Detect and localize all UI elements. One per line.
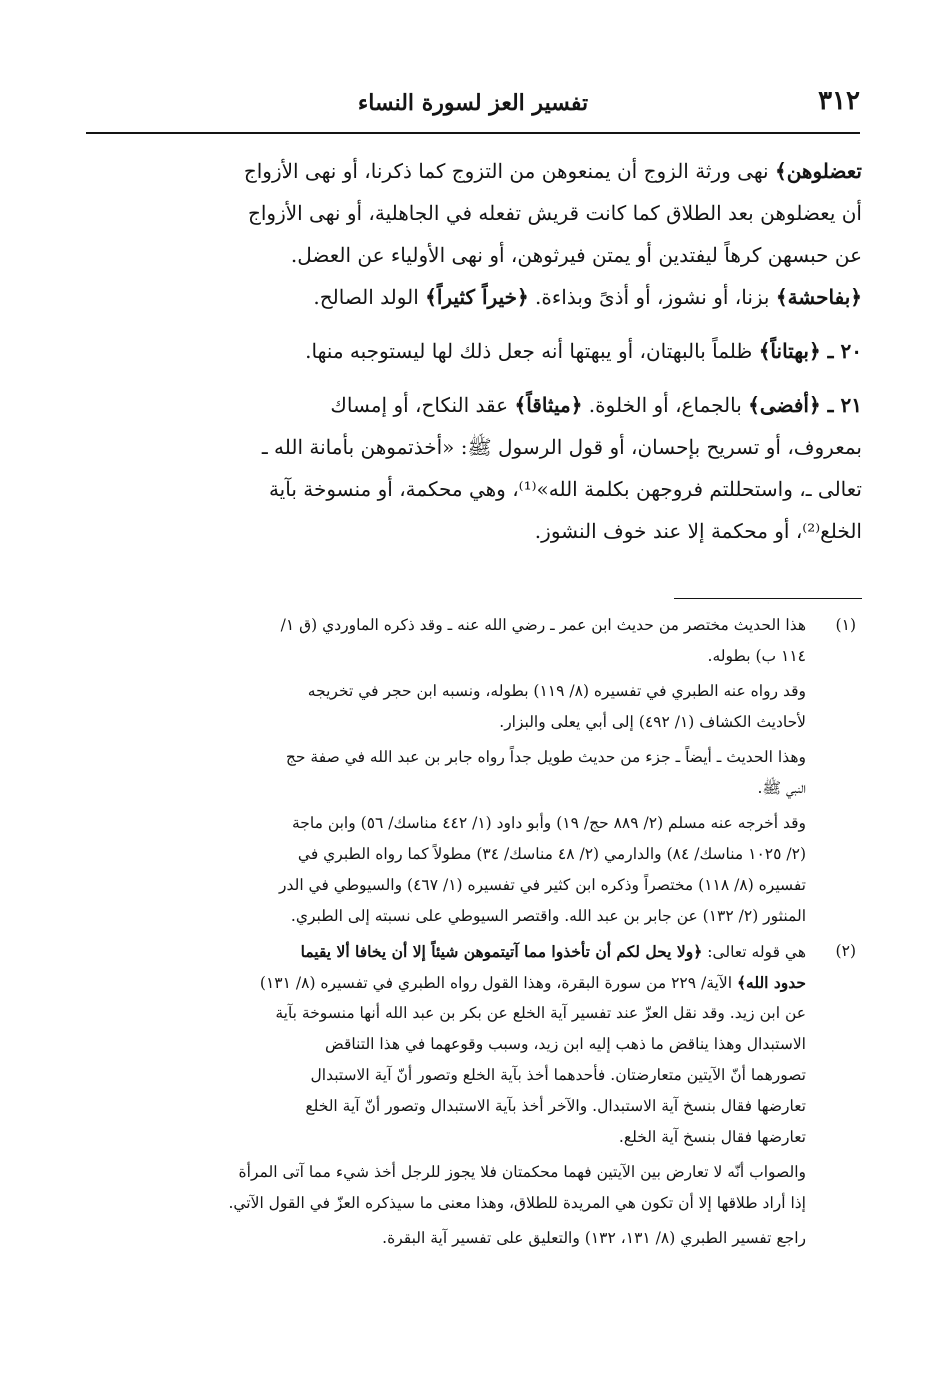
text-line: بمعروف، أو تسريح بإحسان، أو قول الرسول ﷺ: «أخذتموهن بأمانة الله ـ [261,435,862,459]
text-line: الخلع⁽²⁾، أو محكمة إلا عند خوف النشوز. [534,519,862,543]
footnote-line: الاستبدال وهذا يناقض ما ذهب إليه ابن زيد، وسبب وقوعهما في هذا التناقض [324,1035,806,1053]
text-line: عن حبسهن كرهاً ليفتدين أو يمتن فيرثوهن، أو نهى الأولياء عن العضل. [290,243,862,267]
main-text [86,150,862,552]
quranic-term: تعضلوهن﴾ [774,159,862,183]
text-line: تعالى ـ، واستحللتم فروجهن بكلمة الله»⁽¹⁾، وهي محكمة، أو منسوخة بآية [268,477,862,501]
quranic-term: ﴿ميثاقاً﴾ [514,393,583,417]
quranic-term: ﴿بهتاناً﴾ [758,339,821,363]
footnote-separator [674,598,862,599]
text-span: الولد الصالح. [313,285,426,309]
footnote-line: وقد رواه عنه الطبري في تفسيره (٨/ ١١٩) بطوله، ونسبه ابن حجر في تخريجه [307,682,806,700]
footnote-line: النبي ﷺ. [757,779,806,797]
footnote-line: راجع تفسير الطبري (٨/ ١٣١، ١٣٢) والتعليق على تفسير آية البقرة. [382,1229,806,1247]
footnote-2 [84,936,862,1254]
quranic-term: ﴿أفضى﴾ [748,393,821,417]
running-title: تفسير العز لسورة النساء [357,90,589,116]
footnote-line: عن ابن زيد. وقد نقل العزّ عند تفسير آية الخلع عن بكر بن عبد الله أنها منسوخة بآية [275,1004,806,1022]
quranic-verse: حدود الله﴾ [736,973,806,992]
footnote-line: تعارضها فقال بنسخ آية الاستبدال. والآخر أخذ بآية الاستبدال وتصور أنّ آية الخلع [305,1097,806,1115]
text-span: الآية/ ٢٢٩ من سورة البقرة، وهذا القول رواه الطبري في تفسيره (٨/ ١٣١) [259,974,737,992]
footnote-line: (٢/ ١٠٢٥ مناسك/ ٨٤) والدارمي (٢/ ٤٨ مناسك/ ٣٤) مطولاً كما رواه الطبري في [297,845,806,863]
footnote-number: (١) [835,616,856,634]
footnote-1 [84,610,862,932]
footnote-line: وهذا الحديث ـ أيضاً ـ جزء من حديث طويل جداً رواه جابر بن عبد الله في صفة حج [285,748,806,766]
footnote-line: والصواب أنّه لا تعارض بين الآيتين فهما محكمتان فلا يجوز للرجل أخذ شيء مما آتى المرأة [238,1163,806,1181]
paragraph-2 [86,330,862,372]
text-span: ظلماً بالبهتان، أو يبهتها أنه جعل ذلك لها ليستوجبه منها. [305,339,759,363]
text-span: بزنا، أو نشوز، أو أذىً وبذاءة. [528,285,776,309]
text-line [86,150,862,192]
text-span: بالجماع، أو الخلوة. [582,393,749,417]
text-line [86,276,862,318]
footnote-line: المنثور (٢/ ١٣٢) عن جابر بن عبد الله. واقتصر السيوطي على نسبته إلى الطبري. [290,907,806,925]
quranic-term: ﴿بفاحشة﴾ [775,285,862,309]
verse-number: ٢١ ـ [820,393,862,417]
footnote-line: تصورهما أنّ الآيتين متعارضتان. فأحدهما أخذ بآية الخلع وتصور أنّ آية الاستبدال [310,1066,806,1084]
footnote-line: هذا الحديث مختصر من حديث ابن عمر ـ رضي الله عنه ـ وقد ذكره الماوردي (ق ١/ [280,616,806,634]
footnote-line: تفسيره (٨/ ١١٨) مختصراً وذكره ابن كثير في تفسيره (١/ ٤٦٧) والسيوطي في الدر [278,876,806,894]
footnote-line: ١١٤ ب) بطوله. [707,647,806,665]
text-span: نهى ورثة الزوج أن يمنعوهن من التزوج كما ذكرنا، أو نهى الأزواج [243,159,775,183]
footnote-line [84,967,806,998]
quranic-term: ﴿خيراً كثيراً﴾ [425,285,529,309]
footnotes [84,610,862,1254]
text-line: أن يعضلوهن بعد الطلاق كما كانت قريش تفعله في الجاهلية، أو نهى الأزواج [247,201,862,225]
footnote-line [84,936,806,967]
footnote-line: وقد أخرجه عنه مسلم (٢/ ٨٨٩ حج/ ١٩) وأبو داود (١/ ٤٤٢ مناسك/ ٥٦) وابن ماجة [291,814,806,832]
verse-number: ٢٠ ـ [820,339,862,363]
footnote-line: لأحاديث الكشاف (١/ ٤٩٢) إلى أبي يعلى والبزار. [499,713,806,731]
text-line [86,330,862,372]
text-span: عقد النكاح، أو إمساك [330,393,515,417]
paragraph-1 [86,150,862,318]
paragraph-3 [86,384,862,552]
footnote-line: تعارضها فقال بنسخ آية الخلع. [618,1128,806,1146]
quranic-verse: ﴿ولا يحل لكم أن تأخذوا مما آتيتموهن شيئاً إلا أن يخافا ألا يقيما [300,942,703,961]
footnote-number: (٢) [835,942,856,960]
footnote-line: إذا أراد طلاقها إلا أن تكون هي المريدة للطلاق، وهذا معنى ما سيذكره العزّ في القول الآتي. [228,1194,806,1212]
text-line [86,384,862,426]
text-span: هي قوله تعالى: [702,943,806,961]
page-number: ٣١٢ [818,86,860,116]
page-header [86,80,860,134]
